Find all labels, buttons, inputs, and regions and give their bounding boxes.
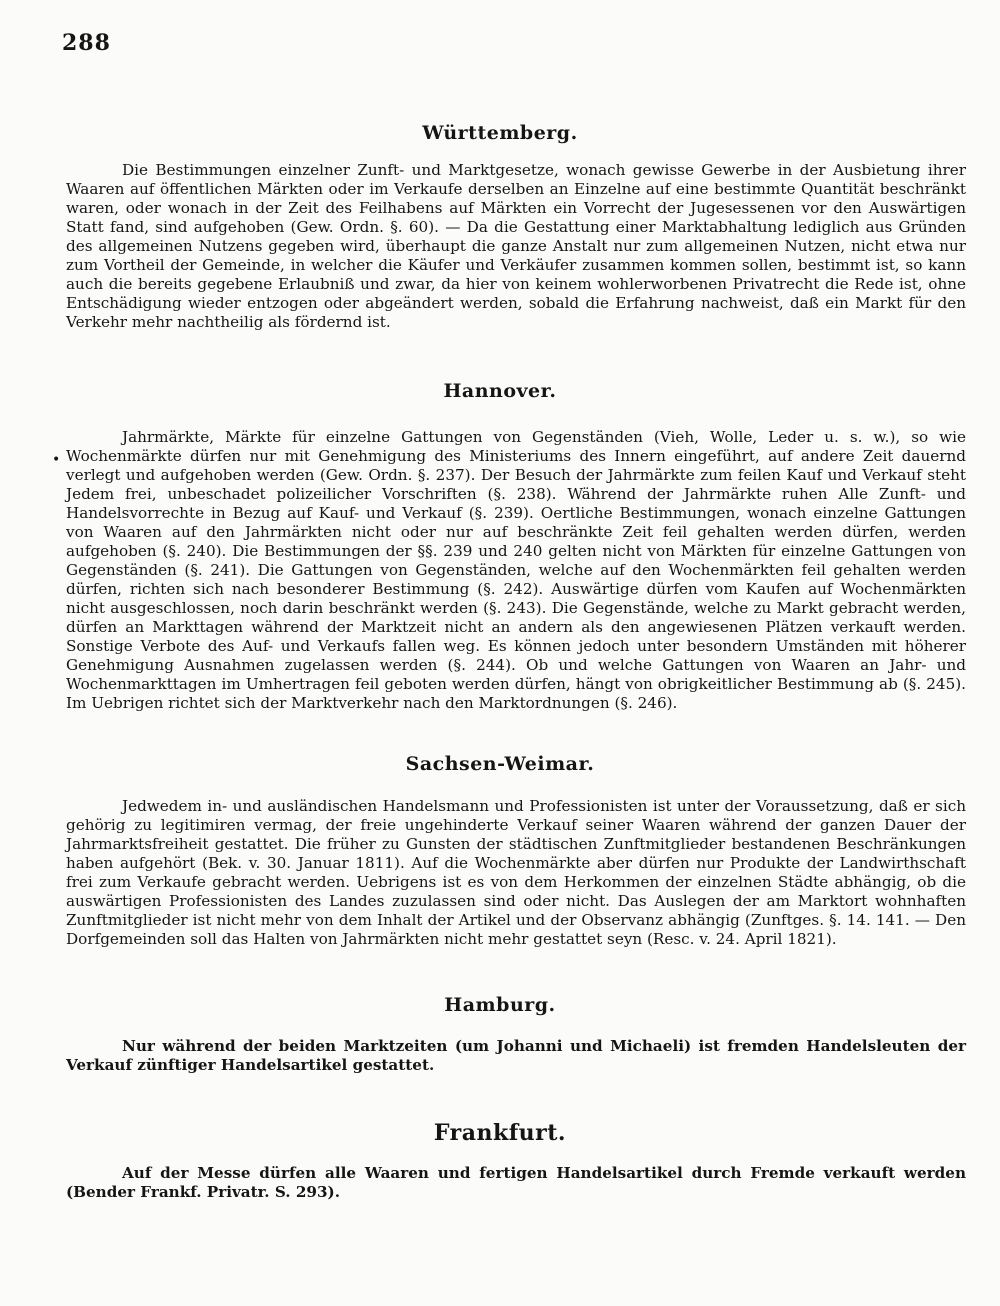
paragraph-sachsen-weimar: Jedwedem in- und ausländischen Handelsmann und Professionisten ist unter der Voraussetzung, daß er sich gehörig zu legitimiren vermag, der freie ungehinderte Verkauf seiner Waaren während der ganzen Dauer der Jahrmarktsfreiheit gestattet. Die früher zu Gunsten der städtischen Zunftmitglieder bestandenen Beschränkungen haben aufgehört (Bek. v. 30. Januar 1811). Auf die Wochenmärkte aber dürfen nur Produkte der Landwirthschaft frei zum Verkaufe gebracht werden. Uebrigens ist es von dem Herkommen der einzelnen Städte abhängig, ob die auswärtigen Professionisten des Landes zuzulassen sind oder nicht. Das Auslegen der am Marktort wohnhaften Zunftmitglieder ist nicht mehr von dem Inhalt der Artikel und der Observanz abhängig (Zunftges. §. 14. 141. — Den Dorfgemeinden soll das Halten von Jahrmärkten nicht mehr gestattet seyn (Resc. v. 24. April 1821).: [66, 797, 966, 948]
section-heading-hamburg: Hamburg.: [444, 994, 556, 1016]
paragraph-hannover: Jahrmärkte, Märkte für einzelne Gattungen von Gegenständen (Vieh, Wolle, Leder u. s. w.), so wie Wochenmärkte dürfen nur mit Genehmigung des Ministeriums des Innern eingeführt, auf andere Zeit dauernd verlegt und aufgehoben werden (Gew. Ordn. §. 237). Der Besuch der Jahrmärkte zum feilen Kauf und Verkauf steht Jedem frei, unbeschadet polizeilicher Vorschriften (§. 238). Während der Jahrmärkte ruhen Alle Zunft- und Handelsvorrechte in Bezug auf Kauf- und Verkauf (§. 239). Oertliche Bestimmungen, wonach einzelne Gattungen von Waaren auf den Jahrmärkten nicht oder nur auf beschränkte Zeit feil gehalten werden dürfen, werden aufgehoben (§. 240). Die Bestimmungen der §§. 239 und 240 gelten nicht von Märkten für einzelne Gattungen von Gegenständen (§. 241). Die Gattungen von Gegenständen, welche auf den Wochenmärkten feil gehalten werden dürfen, richten sich nach besonderer Bestimmung (§. 242). Auswärtige dürfen vom Kaufen auf Wochenmärkten nicht ausgeschlossen, noch darin beschränkt werden (§. 243). Die Gegenstände, welche zu Markt gebracht werden, dürfen an Markttagen während der Marktzeit nicht an andern als den angewiesenen Plätzen verkauft werden. Sonstige Verbote des Auf- und Verkaufs fallen weg. Es können jedoch unter besondern Umständen mit höherer Genehmigung Ausnahmen zugelassen werden (§. 244). Ob und welche Gattungen von Waaren an Jahr- und Wochenmarkttagen im Umhertragen feil geboten werden dürfen, hängt von obrigkeitlicher Bestimmung ab (§. 245). Im Uebrigen richtet sich der Marktverkehr nach den Marktordnungen (§. 246).: [66, 428, 966, 712]
paragraph-hamburg: Nur während der beiden Marktzeiten (um Johanni und Michaeli) ist fremden Handelsleuten der Verkauf zünftiger Handelsartikel gestattet.: [66, 1037, 966, 1074]
section-heading-hannover: Hannover.: [443, 380, 557, 402]
section-heading-sachsen-weimar: Sachsen-Weimar.: [405, 753, 595, 775]
margin-mark: •: [52, 452, 61, 468]
paragraph-frankfurt: Auf der Messe dürfen alle Waaren und fertigen Handelsartikel durch Fremde verkauft werden (Bender Frankf. Privatr. S. 293).: [66, 1164, 966, 1201]
section-heading-wuerttemberg: Württemberg.: [422, 122, 578, 144]
section-heading-frankfurt: Frankfurt.: [433, 1120, 567, 1146]
paragraph-wuerttemberg: Die Bestimmungen einzelner Zunft- und Marktgesetze, wonach gewisse Gewerbe in der Ausbietung ihrer Waaren auf öffentlichen Märkten oder im Verkaufe derselben an Einzelne auf eine bestimmte Quantität beschränkt waren, oder wonach in der Zeit des Feilhabens auf Märkten ein Vorrecht der Jugesessenen vor den Auswärtigen Statt fand, sind aufgehoben (Gew. Ordn. §. 60). — Da die Gestattung einer Marktabhaltung lediglich aus Gründen des allgemeinen Nutzens gegeben wird, überhaupt die ganze Anstalt nur zum allgemeinen Nutzen, nicht etwa nur zum Vortheil der Gemeinde, in welcher die Käufer und Verkäufer zusammen kommen sollen, bestimmt ist, so kann auch die bereits gegebene Erlaubniß und zwar, da hier von keinem wohlerworbenen Privatrecht die Rede ist, ohne Entschädigung wieder entzogen oder abgeändert werden, sobald die Erfahrung nachweist, daß ein Markt für den Verkehr mehr nachtheilig als fördernd ist.: [66, 161, 966, 331]
page-number: 288: [62, 30, 111, 56]
